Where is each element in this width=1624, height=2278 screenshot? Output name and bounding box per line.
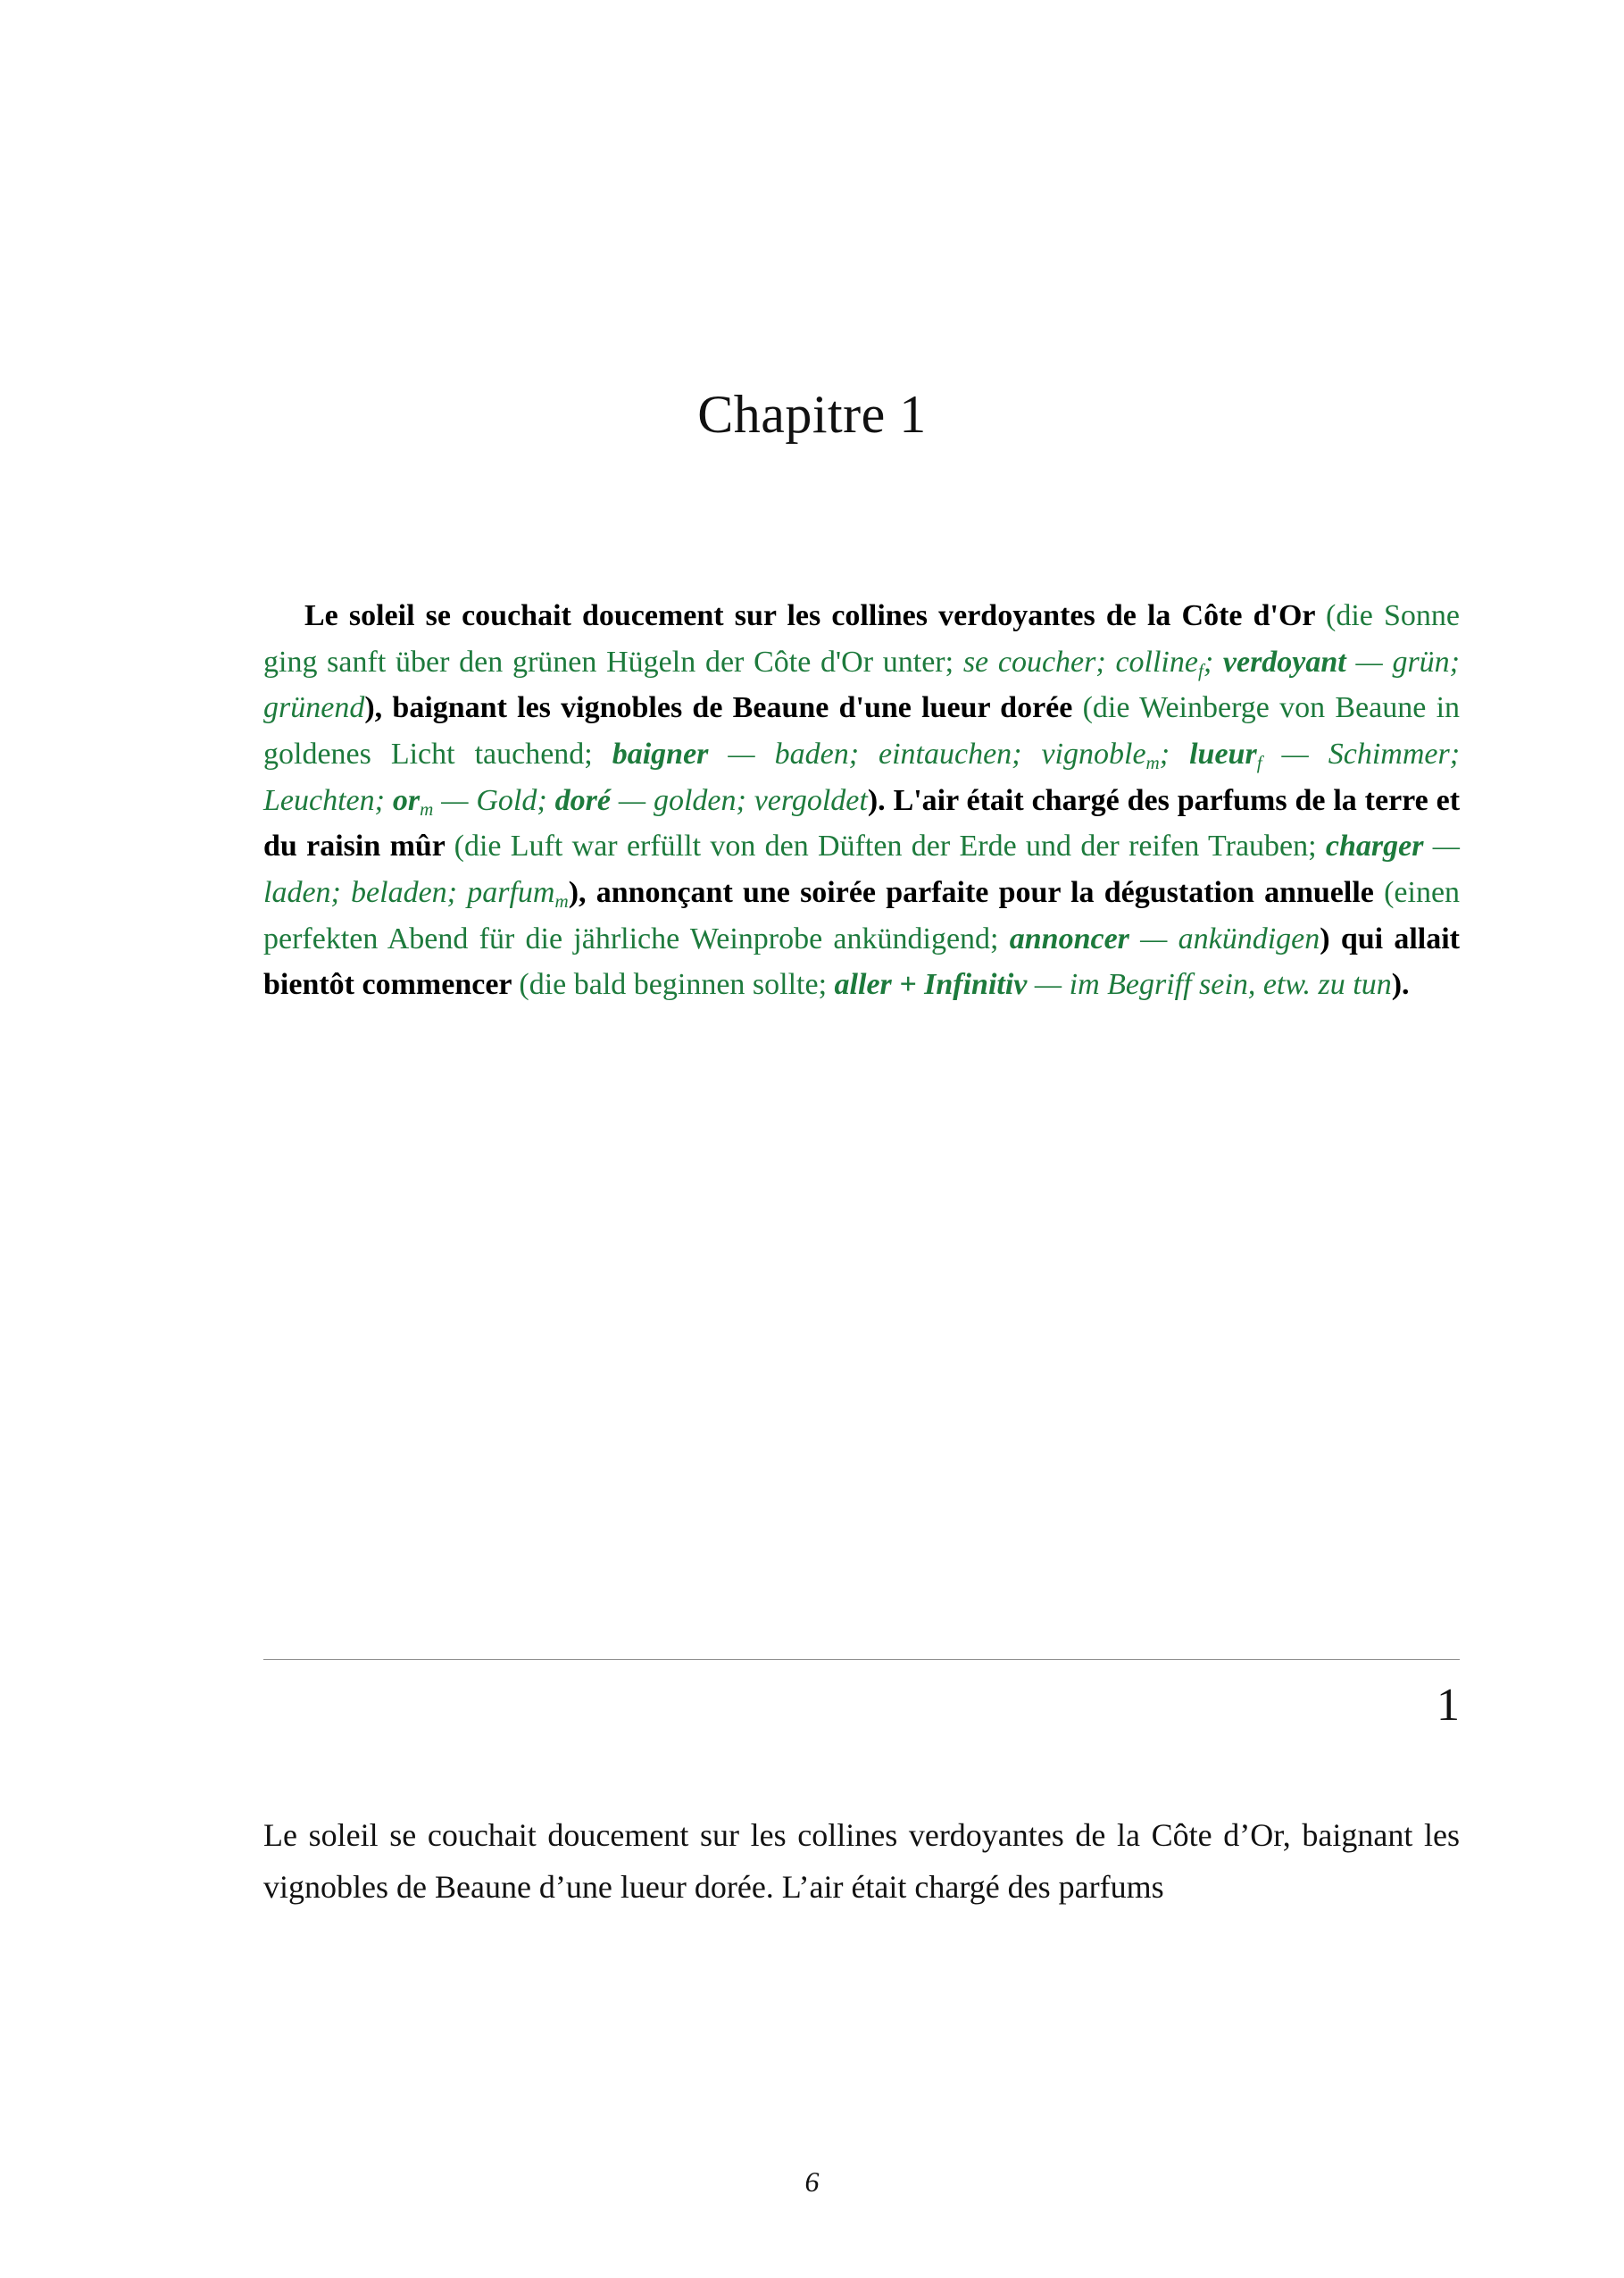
gloss-4-1-head: annoncer	[1009, 922, 1129, 955]
gloss-2-3-body: — Schimmer; Leuchten;	[263, 738, 1461, 817]
german-translation-4: (einen perfekten Abend für die jährliche Weinprobe ankündigend;	[263, 876, 1461, 955]
german-translation-3: (die Luft war erfüllt von den Düften der Erde und der reifen Trauben;	[454, 830, 1326, 864]
space	[445, 830, 454, 863]
space	[433, 784, 441, 817]
gloss-sep: ;	[1159, 738, 1190, 772]
bilingual-paragraph-block	[263, 563, 1460, 1039]
gloss-2-2-head: vignoble	[1041, 738, 1146, 772]
gloss-2-5-head: doré	[554, 783, 611, 817]
space	[547, 784, 555, 817]
space	[1027, 968, 1035, 1001]
close-paren-4: )	[1320, 922, 1341, 955]
french-segment-5: qui allait bientôt commencer	[263, 922, 1460, 1002]
gloss-2-4-body: — Gold;	[441, 783, 547, 817]
gloss-5-1-body: — im Begriff sein, etw. zu tun	[1034, 968, 1392, 1002]
gloss-2-4-head: or	[392, 783, 421, 817]
page-title: Chapitre 1	[697, 385, 927, 445]
german-translation-2: (die Weinberge von Beaune in goldenes Licht tauchend;	[263, 691, 1461, 772]
gloss-2-3-gender: f	[1256, 751, 1262, 773]
gloss-2-3-head: lueur	[1189, 738, 1257, 772]
gloss-3-2-gender: m	[554, 889, 569, 912]
gloss-1-2: colline	[1115, 645, 1198, 679]
space	[1423, 830, 1432, 863]
space	[1072, 691, 1082, 724]
space	[1262, 738, 1282, 771]
space	[1315, 599, 1326, 632]
close-paren-1: ),	[364, 691, 393, 725]
gloss-4-1-body: — ankündigen	[1140, 922, 1320, 955]
gloss-3-1-body: — laden; beladen;	[263, 830, 1461, 910]
gloss-2-1-head: baigner	[612, 738, 709, 772]
gloss-2-4-gender: m	[420, 797, 434, 820]
space	[1374, 876, 1384, 909]
page-number: 6	[804, 2165, 820, 2198]
german-translation-1: (die Sonne ging sanft über den grünen Hügeln der Côte d'Or unter;	[263, 599, 1461, 679]
space	[1021, 738, 1041, 771]
space	[1346, 646, 1356, 679]
french-segment-2: baignant les vignobles de Beaune d'une lueur dorée	[392, 691, 1073, 725]
space	[457, 876, 467, 909]
space	[1129, 922, 1140, 955]
close-paren-3: ),	[568, 876, 596, 910]
close-paren-5: ).	[1391, 968, 1410, 1002]
french-segment-1: Le soleil se couchait doucement sur les collines verdoyantes de la Côte d'Or	[304, 599, 1315, 632]
space	[708, 738, 728, 771]
space	[385, 784, 393, 817]
german-translation-5: (die bald beginnen sollte;	[519, 968, 835, 1002]
plain-french-paragraph: Le soleil se couchait doucement sur les collines verdoyantes de la Côte d’Or, baignant les vignobles de Beaune d’une lueur dorée. L’air était chargé des parfums	[263, 1817, 1460, 1906]
gloss-1-3-body: — grün; grünend	[263, 645, 1461, 725]
gloss-sep: ;	[1203, 645, 1223, 679]
gloss-3-1-head: charger	[1325, 830, 1424, 864]
gloss-1-3-head: verdoyant	[1222, 645, 1346, 679]
gloss-1-1: se coucher;	[962, 645, 1106, 679]
gloss-2-2-gender: m	[1145, 751, 1160, 773]
gloss-2-5-body: — golden; vergoldet	[618, 783, 868, 817]
french-segment-3: L'air était chargé des parfums de la terre et du raisin mûr	[263, 783, 1461, 864]
space	[1106, 646, 1116, 679]
gloss-2-1-body: — baden; eintauchen;	[728, 738, 1022, 772]
gloss-1-2-gender: f	[1197, 659, 1203, 681]
gloss-3-2-head: parfum	[467, 876, 555, 910]
section-number: 1	[1437, 1680, 1460, 1731]
gloss-5-1-head: aller + Infinitiv	[834, 968, 1028, 1002]
french-segment-4: annonçant une soirée parfaite pour la dégustation annuelle	[595, 876, 1374, 910]
space	[611, 784, 619, 817]
close-paren-2: ).	[867, 783, 894, 817]
bilingual-paragraph	[263, 593, 1460, 1008]
section-divider	[263, 1659, 1460, 1660]
